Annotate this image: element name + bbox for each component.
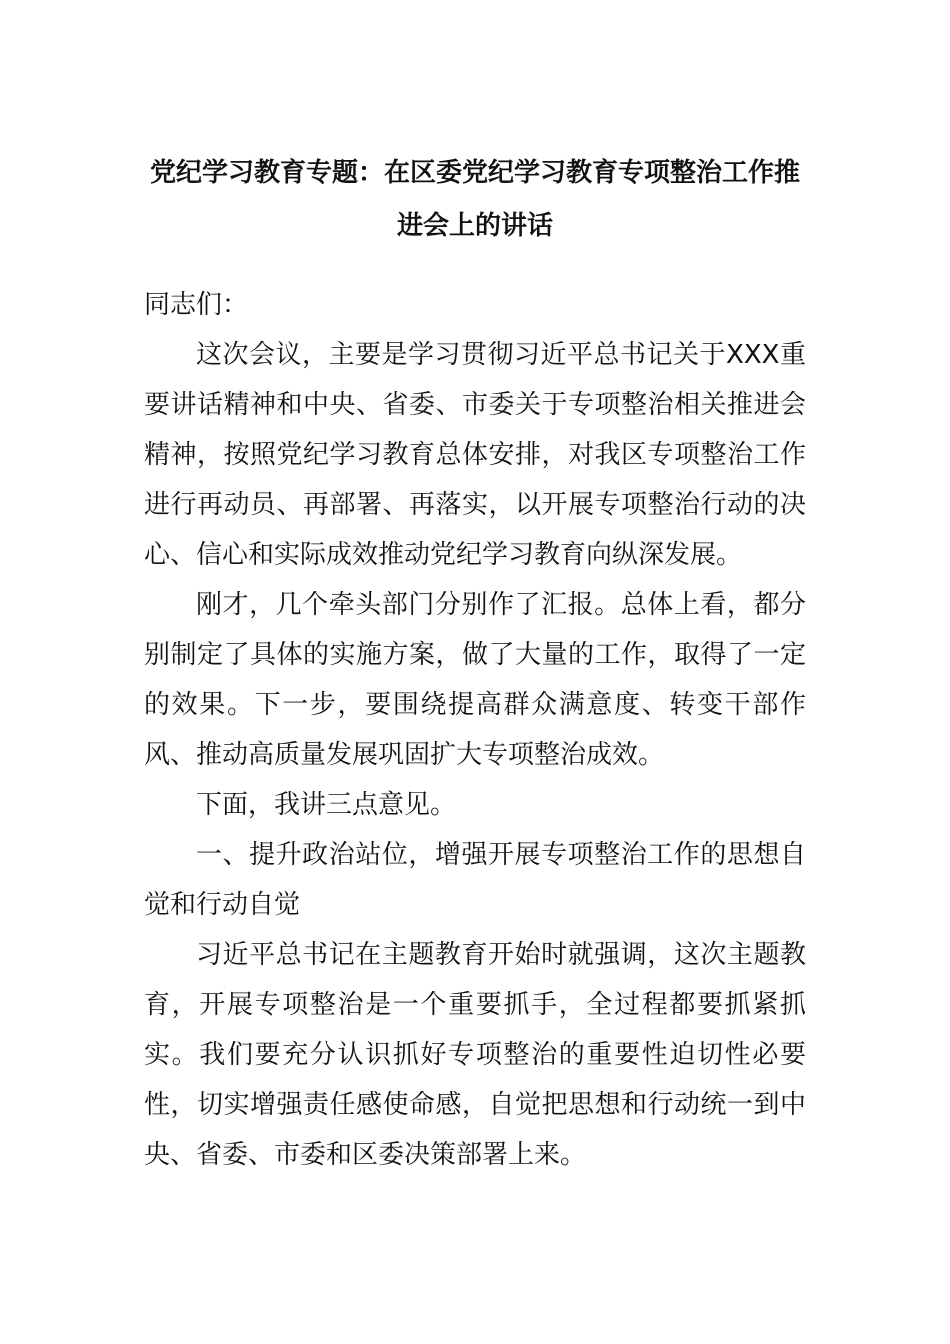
paragraph-intro: 这次会议，主要是学习贯彻习近平总书记关于XXX重要讲话精神和中央、省委、市委关于专项整治相关推进会精神，按照党纪学习教育总体安排，对我区专项整治工作进行再动员、再部署、再落实，以开展专项整治行动的决心、信心和实际成效推动党纪学习教育向纵深发展。 xyxy=(144,340,806,570)
paragraph-reports: 刚才，几个牵头部门分别作了汇报。总体上看，都分别制定了具体的实施方案，做了大量的工作，取得了一定的效果。下一步，要围绕提高群众满意度、转变干部作风、推动高质量发展巩固扩大专项整治成效。 xyxy=(144,590,806,770)
section-heading-one: 一、提升政治站位，增强开展专项整治工作的思想自觉和行动自觉 xyxy=(144,840,806,920)
paragraph-three-points: 下面，我讲三点意见。 xyxy=(196,790,457,820)
salutation: 同志们： xyxy=(144,290,249,320)
paragraph-section-one: 习近平总书记在主题教育开始时就强调，这次主题教育，开展专项整治是一个重要抓手，全过程都要抓紧抓实。我们要充分认识抓好专项整治的重要性迫切性必要性，切实增强责任感使命感，自觉把思想和行动统一到中央、省委、市委和区委决策部署上来。 xyxy=(144,940,806,1170)
document-title-line-1: 党纪学习教育专题：在区委党纪学习教育专项整治工作推 xyxy=(149,158,800,188)
document-body xyxy=(144,280,806,1180)
document-title-line-2: 进会上的讲话 xyxy=(396,211,553,241)
